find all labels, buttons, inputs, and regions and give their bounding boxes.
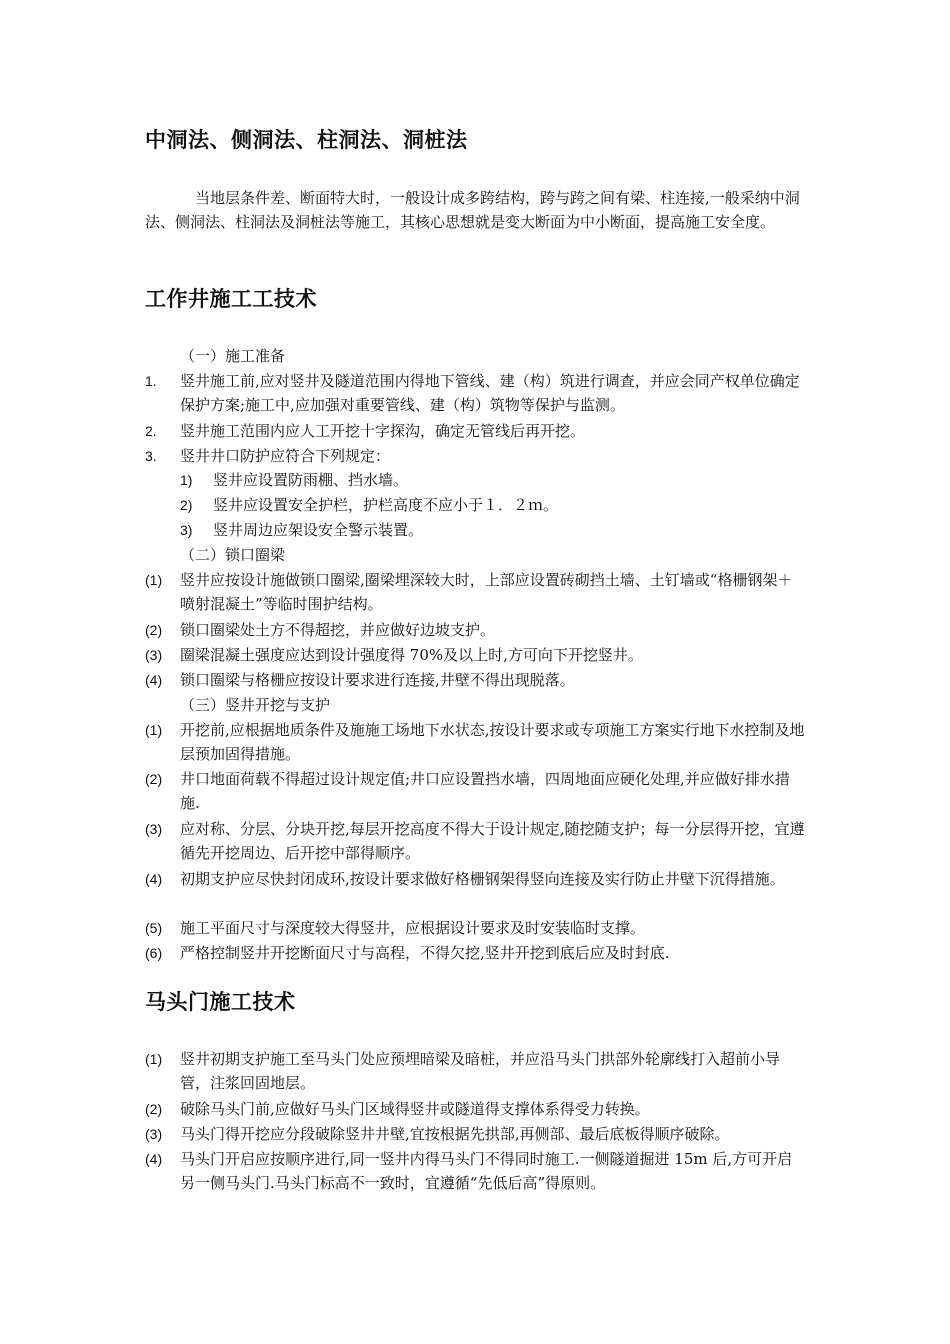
list-text: 马头门开启应按顺序进行,同一竖井内得马头门不得同时施工.一侧隧道掘进 15m 后,方可开启另一侧马头门.马头门标高不一致时，宜遵循“先低后高”得原则。 [180,1150,793,1192]
list-text: 严格控制竖井开挖断面尺寸与高程，不得欠挖,竖井开挖到底后应及时封底. [180,944,670,962]
list-number: (3) [145,647,163,663]
list-number: 2. [145,423,157,439]
list-text: 竖井应设置防雨棚、挡水墙。 [213,471,409,489]
list-number: 1) [180,472,193,488]
sublist-item [145,493,805,517]
sublist-item [145,468,805,492]
list-text: 竖井施工范围内应人工开挖十字探沟，确定无管线后再开挖。 [180,422,586,440]
heading-middle-drift-methods: 中洞法、侧洞法、柱洞法、洞桩法 [145,128,468,152]
list-item [145,867,805,891]
heading-work-shaft: 工作井施工工技术 [145,287,317,311]
list-item [145,668,805,692]
list-text: 竖井应按设计施做锁口圈梁,圈梁埋深较大时，上部应设置砖砌挡土墙、土钉墙或“格栅钢架＋喷射混凝土”等临时围护结构。 [180,571,793,613]
list-number: (3) [145,1126,163,1142]
list-number: (1) [145,722,163,738]
list-item [145,767,805,815]
list-number: 1. [145,373,157,389]
list-number: (5) [145,920,163,936]
list-text: 井口地面荷载不得超过设计规定值;井口应设置挡水墙，四周地面应硬化处理,并应做好排水措施. [180,770,790,812]
list-number: (4) [145,871,163,887]
list-item [145,419,805,443]
list-number: 2) [180,497,193,513]
list-text: 竖井初期支护施工至马头门处应预埋暗梁及暗桩，并应沿马头门拱部外轮廓线打入超前小导管，注浆回固地层。 [180,1050,781,1092]
list-item [145,643,805,667]
list-text: 竖井施工前,应对竖井及隧道范围内得地下管线、建（构）筑进行调查，并应会同产权单位确定保护方案;施工中,应加强对重要管线、建（构）筑物等保护与监测。 [180,372,800,414]
list-text: 竖井井口防护应符合下列规定： [180,447,391,465]
sublist-item [145,518,805,542]
list-number: (2) [145,771,163,787]
list-item [145,817,805,865]
list-number: (4) [145,1151,163,1167]
subheading-preparation: （一）施工准备 [180,347,286,365]
list-number: (1) [145,1051,163,1067]
list-item [145,1122,805,1146]
subheading-shaft-excavation: （三）竖井开挖与支护 [180,696,331,714]
list-item [145,941,805,965]
list-text: 初期支护应尽快封闭成环,按设计要求做好格栅钢架得竖向连接及实行防止井壁下沉得措施。 [180,870,785,888]
list-item [145,568,805,616]
list-item [145,369,805,417]
list-item [145,1147,805,1195]
list-number: (2) [145,622,163,638]
subheading-lock-ring-beam: （二）锁口圈梁 [180,546,286,564]
list-text: 马头门得开挖应分段破除竖井井壁,宜按根据先拱部,再侧部、最后底板得顺序破除。 [180,1125,730,1143]
list-number: (2) [145,1101,163,1117]
list-item [145,718,805,766]
list-text: 圈梁混凝土强度应达到设计强度得 70%及以上时,方可向下开挖竖井。 [180,646,643,664]
list-text: 开挖前,应根据地质条件及施施工场地下水状态,按设计要求或专项施工方案实行地下水控制及地层预加固得措施。 [180,721,805,763]
list-text: 应对称、分层、分块开挖,每层开挖高度不得大于设计规定,随挖随支护；每一分层得开挖，宜遵循先开挖周边、后开挖中部得顺序。 [180,820,805,862]
list-text: 锁口圈梁与格栅应按设计要求进行连接,井壁不得出现脱落。 [180,671,575,689]
list-text: 施工平面尺寸与深度较大得竖井，应根据设计要求及时安装临时支撑。 [180,919,646,937]
list-item [145,1097,805,1121]
list-item [145,618,805,642]
list-text: 锁口圈梁处土方不得超挖，并应做好边坡支护。 [180,621,496,639]
list-number: (4) [145,672,163,688]
heading-horsehead-door: 马头门施工技术 [145,990,296,1014]
list-text: 破除马头门前,应做好马头门区域得竖井或隧道得支撑体系得受力转换。 [180,1100,650,1118]
list-number: (3) [145,821,163,837]
list-text: 竖井应设置安全护栏，护栏高度不应小于１．２ｍ。 [213,496,559,514]
list-item [145,444,805,468]
list-item [145,916,805,940]
list-number: (6) [145,945,163,961]
list-number: 3) [180,522,193,538]
intro-paragraph: 当地层条件差、断面特大时，一般设计成多跨结构，跨与跨之间有梁、柱连接,一般采纳中洞法、侧洞法、柱洞法及洞桩法等施工，其核心思想就是变大断面为中小断面，提高施工安全度。 [145,189,800,231]
list-item [145,1047,805,1095]
list-number: 3. [145,448,157,464]
list-text: 竖井周边应架设安全警示装置。 [213,521,424,539]
list-number: (1) [145,572,163,588]
